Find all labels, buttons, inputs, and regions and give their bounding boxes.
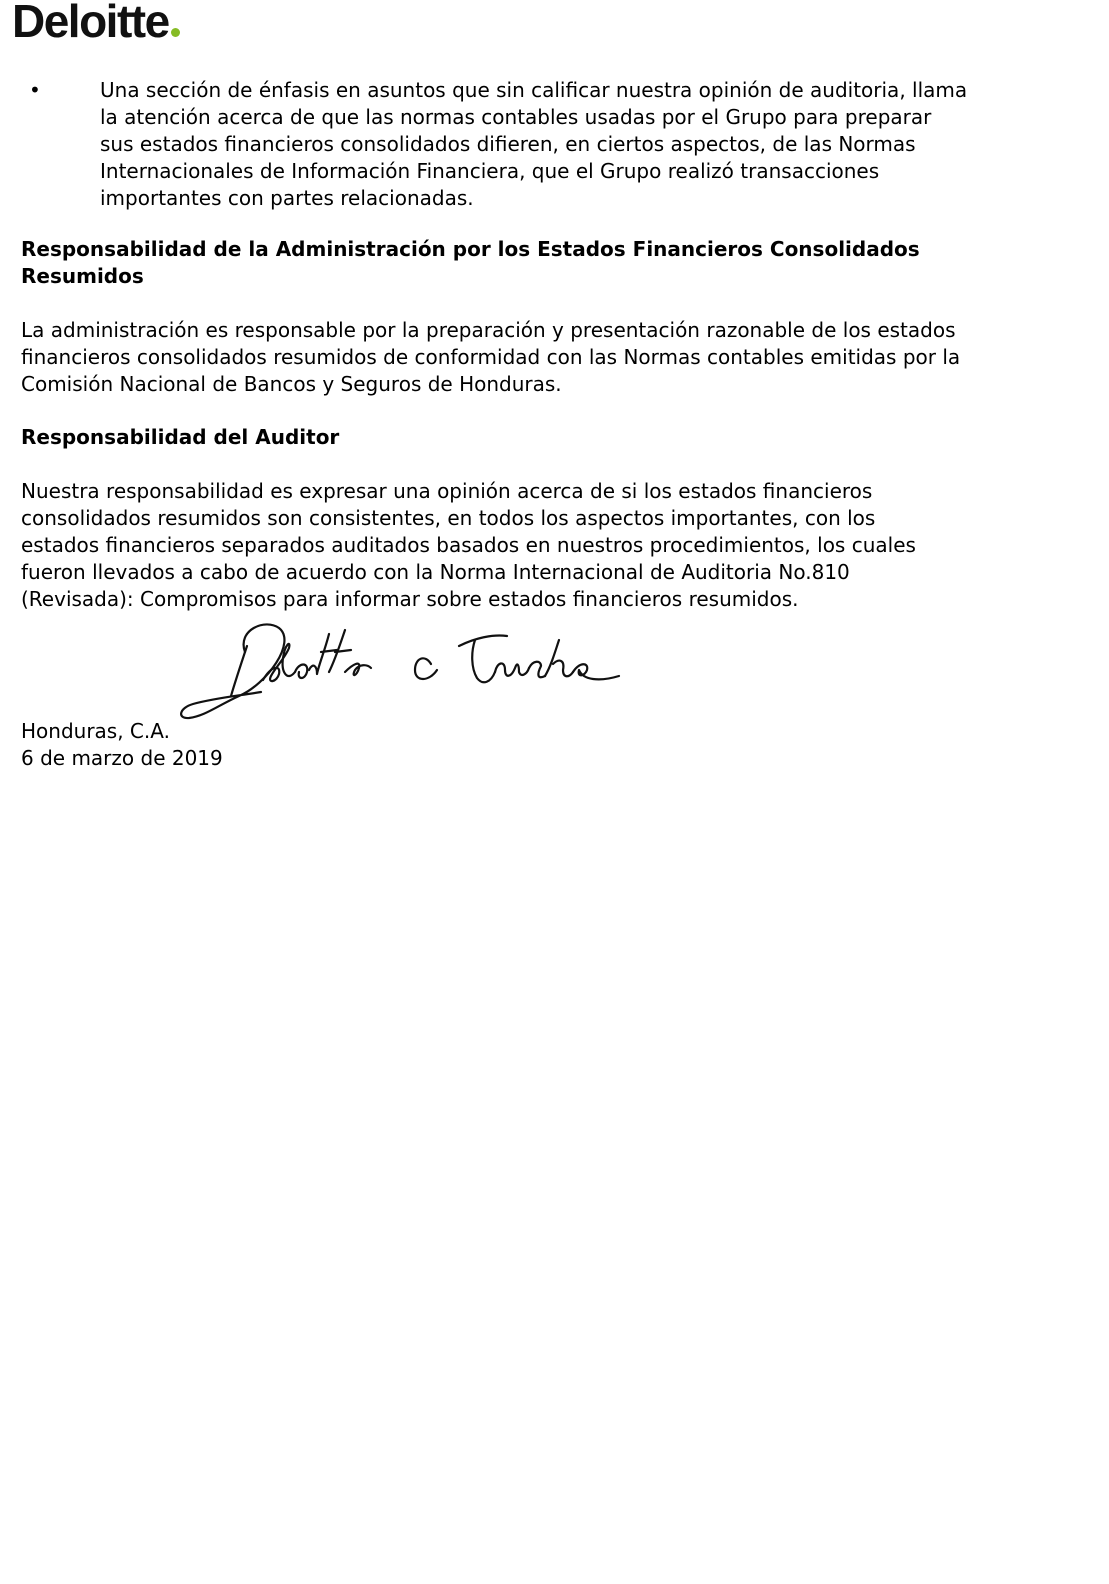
paragraph-line: estados financieros separados auditados basados en nuestros procedimientos, los cuales <box>21 533 916 557</box>
bullet-line: importantes con partes relacionadas. <box>100 186 474 210</box>
bullet-icon: • <box>29 78 41 102</box>
management-responsibility-heading <box>21 236 920 290</box>
paragraph-line: Nuestra responsabilidad es expresar una opinión acerca de si los estados financieros <box>21 479 873 503</box>
bullet-line: sus estados financieros consolidados difieren, en ciertos aspectos, de las Normas <box>100 132 916 156</box>
signature-footer <box>21 718 223 772</box>
deloitte-logo <box>12 0 180 46</box>
heading-line: Resumidos <box>21 264 144 288</box>
bullet-paragraph <box>100 77 967 212</box>
date-text: 6 de marzo de 2019 <box>21 746 223 770</box>
auditor-responsibility-paragraph <box>21 478 916 613</box>
heading-line: Responsabilidad de la Administración por los Estados Financieros Consolidados <box>21 237 920 261</box>
paragraph-line: (Revisada): Compromisos para informar sobre estados financieros resumidos. <box>21 587 799 611</box>
paragraph-line: La administración es responsable por la preparación y presentación razonable de los estados <box>21 318 956 342</box>
auditor-responsibility-heading: Responsabilidad del Auditor <box>21 425 340 449</box>
management-responsibility-paragraph <box>21 317 960 398</box>
logo-dot <box>171 28 180 37</box>
paragraph-line: Comisión Nacional de Bancos y Seguros de Honduras. <box>21 372 562 396</box>
paragraph-line: fueron llevados a cabo de acuerdo con la Norma Internacional de Auditoria No.810 <box>21 560 850 584</box>
paragraph-line: consolidados resumidos son consistentes, en todos los aspectos importantes, con los <box>21 506 876 530</box>
location-text: Honduras, C.A. <box>21 719 170 743</box>
signature-image <box>175 612 625 734</box>
bullet-line: Una sección de énfasis en asuntos que sin calificar nuestra opinión de auditoria, llama <box>100 78 968 102</box>
logo-text: Deloitte <box>12 0 169 47</box>
bullet-line: Internacionales de Información Financiera, que el Grupo realizó transacciones <box>100 159 880 183</box>
paragraph-line: financieros consolidados resumidos de conformidad con las Normas contables emitidas por la <box>21 345 961 369</box>
bullet-line: la atención acerca de que las normas contables usadas por el Grupo para preparar <box>100 105 932 129</box>
